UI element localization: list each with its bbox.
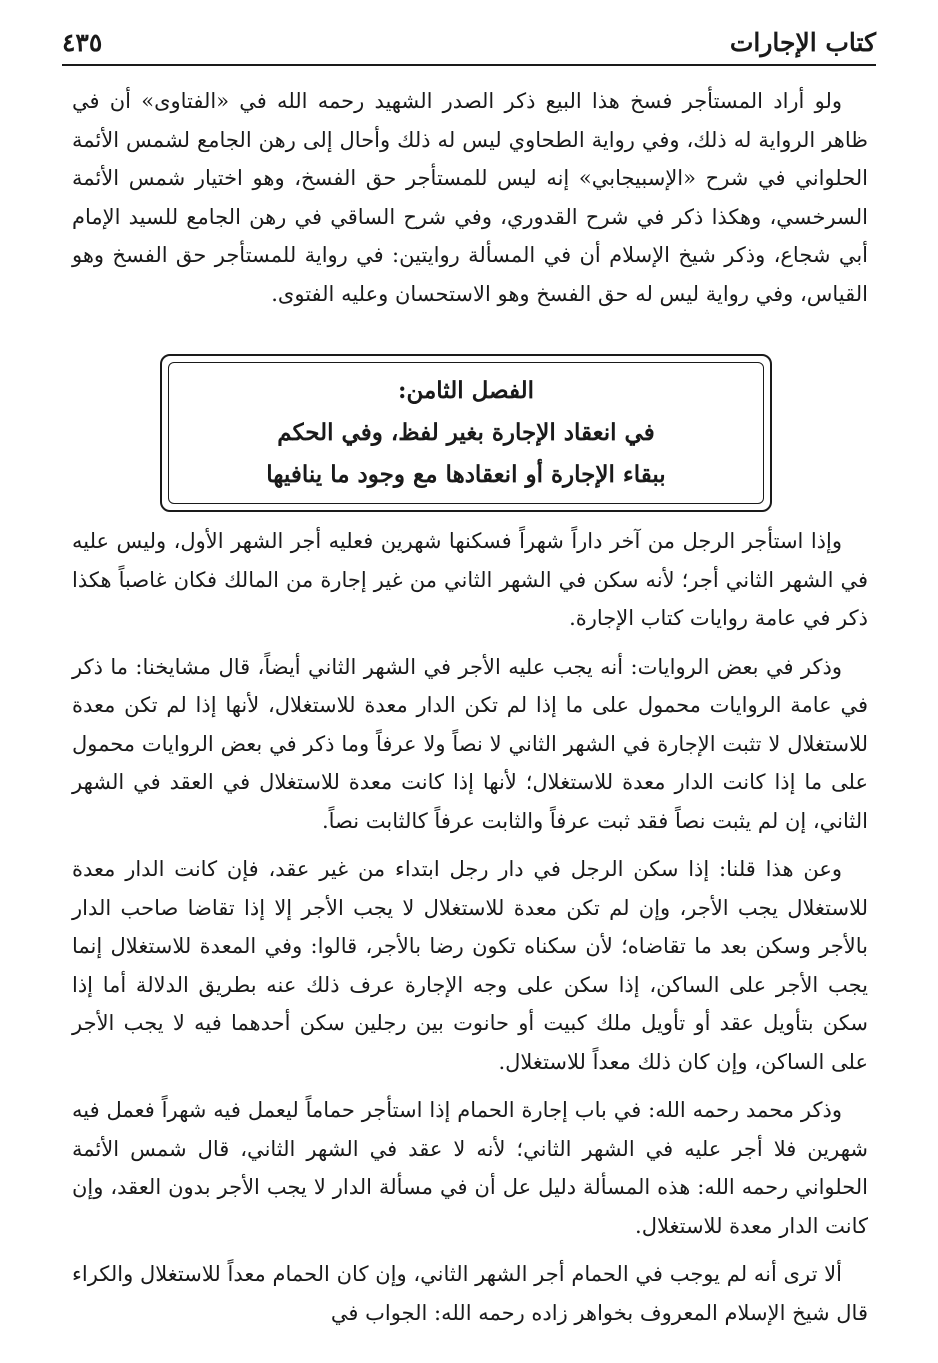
page-header — [62, 22, 876, 64]
paragraph: وذكر في بعض الروايات: أنه يجب عليه الأجر في الشهر الثاني أيضاً، قال مشايخنا: ما ذكر في عامة الروايات محمول على ما إذا لم تكن الدار معدة للاستغلال، لأنها إذا لم تكن معدة للاستغلال لا تثبت الإجارة في الشهر الثاني لا نصاً ولا عرفاً وما ذكر في بعض الروايات محمول على ما إذا كانت الدار معدة للاستغلال؛ لأنها إذا كانت معدة للاستغلال في العقد في الشهر الثاني، إن لم يثبت نصاً فقد ثبت عرفاً والثابت عرفاً كالثابت نصاً. — [72, 654, 868, 833]
paragraph: وذكر محمد رحمه الله: في باب إجارة الحمام إذا استأجر حماماً ليعمل فيه شهراً فعمل فيه شهرين فلا أجر عليه في الشهر الثاني؛ لأنه لا عقد في الشهر الثاني، قال شمس الأئمة الحلواني رحمه الله: هذه المسألة دليل عل أن في مسألة الدار لا يجب الأجر بدون العقد، وإن كانت الدار معدة للاستغلال. — [72, 1098, 868, 1238]
chapter-heading-line-2: في انعقاد الإجارة بغير لفظ، وفي الحكم — [277, 419, 655, 446]
chapter-heading-line-1: الفصل الثامن: — [397, 377, 535, 404]
paragraph: ولو أراد المستأجر فسخ هذا البيع ذكر الصدر الشهيد رحمه الله في «الفتاوى» أن في ظاهر الرواية له ذلك، وفي رواية الطحاوي ليس له ذلك وأحال إلى رهن الجامع لشمس الأئمة الحلواني في شرح «الإسبيجابي» إنه ليس للمستأجر حق الفسخ، وهو اختيار شمس الأئمة السرخسي، وهكذا ذكر في شرح القدوري، وفي شرح الساقي في رهن الجامع للسيد الإمام أبي شجاع، وذكر شيخ الإسلام أن في المسألة روايتين: في رواية للمستأجر حق الفسخ وهو القياس، وفي رواية ليس له حق الفسخ وهو الاستحسان وعليه الفتوى. — [72, 89, 868, 306]
chapter-heading-line-3: ببقاء الإجارة أو انعقادها مع وجود ما ينافيها — [266, 461, 666, 488]
text-block-bottom — [72, 522, 868, 1332]
paragraph: وعن هذا قلنا: إذا سكن الرجل في دار رجل ابتداء من غير عقد، فإن كانت الدار معدة للاستغلال يجب الأجر، وإن لم تكن معدة للاستغلال لا يجب الأجر إلا إذا تقاضا صاحب الدار بالأجر وسكن بعد ما تقاضاه؛ لأن سكناه تكون رضا بالأجر، قالوا: وفي المعدة للاستغلال إنما يجب الأجر على الساكن، إذا سكن على وجه الإجارة عرف ذلك عنه بطريق الدلالة أما إذا سكن بتأويل عقد أو تأويل ملك كبيت أو حانوت بين رجلين سكن أحدهما فيه لا يجب الأجر على الساكن، وإن كان ذلك معداً للاستغلال. — [72, 857, 868, 1074]
text-block-top — [72, 82, 868, 313]
chapter-heading — [162, 370, 770, 496]
chapter-heading-frame — [160, 354, 772, 512]
paragraph: ألا ترى أنه لم يوجب في الحمام أجر الشهر الثاني، وإن كان الحمام معداً للاستغلال والكراء قال شيخ الإسلام المعروف بخواهر زاده رحمه الله: الجواب في — [72, 1262, 868, 1325]
running-title: كتاب الإجارات — [729, 28, 876, 57]
header-rule — [62, 64, 876, 66]
paragraph: وإذا استأجر الرجل من آخر داراً شهراً فسكنها شهرين فعليه أجر الشهر الأول، وليس عليه في الشهر الثاني أجر؛ لأنه سكن في الشهر الثاني من غير إجارة من المالك فكان غاصباً هكذا ذكر في عامة روايات كتاب الإجارة. — [72, 529, 868, 630]
page-number: ٤٣٥ — [62, 28, 103, 57]
